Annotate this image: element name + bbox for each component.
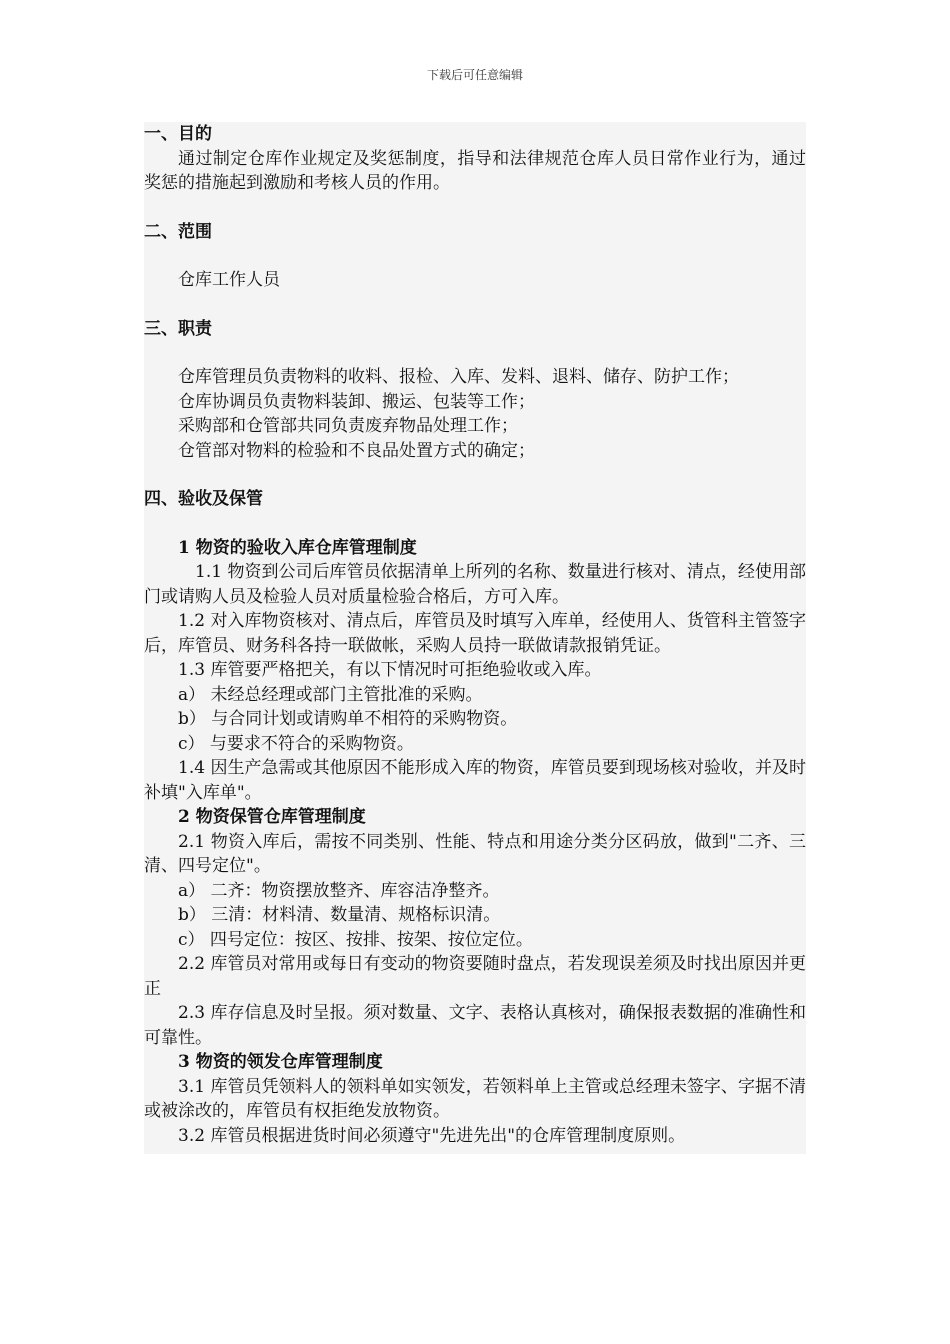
subheading-issuing: 3 物资的领发仓库管理制度: [178, 1052, 383, 1072]
paragraph: 仓库协调员负责物料装卸、搬运、包装等工作；: [178, 391, 535, 412]
list-item: b） 三清：材料清、数量清、规格标识清。: [178, 905, 501, 925]
paragraph: 2.2 库管员对常用或每日有变动的物资要随时盘点，若发现误差须及时找出原因并更正: [144, 954, 806, 999]
paragraph: 3.1 库管员凭领料人的领料单如实领发，若领料单上主管或总经理未签字、字据不清或被涂改的，库管员有权拒绝发放物资。: [144, 1076, 806, 1121]
list-item: c） 与要求不符合的采购物资。: [178, 733, 414, 754]
subheading-acceptance: 1 物资的验收入库仓库管理制度: [178, 537, 417, 558]
paragraph: 2.1 物资入库后，需按不同类别、性能、特点和用途分类分区码放，做到"二齐、三清、四号定位"。: [144, 831, 806, 876]
paragraph: 1.4 因生产急需或其他原因不能形成入库的物资，库管员要到现场核对验收，并及时补填"入库单"。: [144, 758, 806, 803]
paragraph: 1.1 物资到公司后库管员依据清单上所列的名称、数量进行核对、清点，经使用部门或请购人员及检验人员对质量检验合格后，方可入库。: [144, 562, 806, 607]
list-item: a） 未经总经理或部门主管批准的采购。: [178, 684, 483, 705]
section-heading-scope: 二、范围: [144, 221, 212, 242]
document-body: [144, 122, 806, 1154]
section-heading-purpose: 一、目的: [144, 124, 212, 144]
paragraph: 通过制定仓库作业规定及奖惩制度，指导和法律规范仓库人员日常作业行为，通过奖惩的措施起到激励和考核人员的作用。: [144, 148, 806, 193]
paragraph: 2.3 库存信息及时呈报。须对数量、文字、表格认真核对，确保报表数据的准确性和可靠性。: [144, 1003, 806, 1048]
paragraph: 1.3 库管要严格把关，有以下情况时可拒绝验收或入库。: [178, 660, 602, 680]
paragraph: 仓库管理员负责物料的收料、报检、入库、发料、退料、储存、防护工作；: [178, 367, 739, 387]
paragraph: 仓库工作人员: [178, 270, 280, 290]
paragraph: 采购部和仓管部共同负责废弃物品处理工作；: [178, 416, 518, 436]
list-item: a） 二齐：物资摆放整齐、库容洁净整齐。: [178, 880, 500, 901]
list-item: c） 四号定位：按区、按排、按架、按位定位。: [178, 929, 533, 950]
page-header: 下载后可任意编辑: [426, 68, 523, 82]
list-item: b） 与合同计划或请购单不相符的采购物资。: [178, 709, 518, 729]
subheading-storage: 2 物资保管仓库管理制度: [178, 807, 366, 827]
paragraph: 仓管部对物料的检验和不良品处置方式的确定；: [178, 440, 535, 461]
section-heading-duties: 三、职责: [144, 318, 212, 339]
paragraph: 3.2 库管员根据进货时间必须遵守"先进先出"的仓库管理制度原则。: [178, 1125, 686, 1146]
section-heading-acceptance-storage: 四、验收及保管: [144, 489, 263, 509]
paragraph: 1.2 对入库物资核对、清点后，库管员及时填写入库单，经使用人、货管科主管签字后，库管员、财务科各持一联做帐，采购人员持一联做请款报销凭证。: [144, 611, 806, 656]
